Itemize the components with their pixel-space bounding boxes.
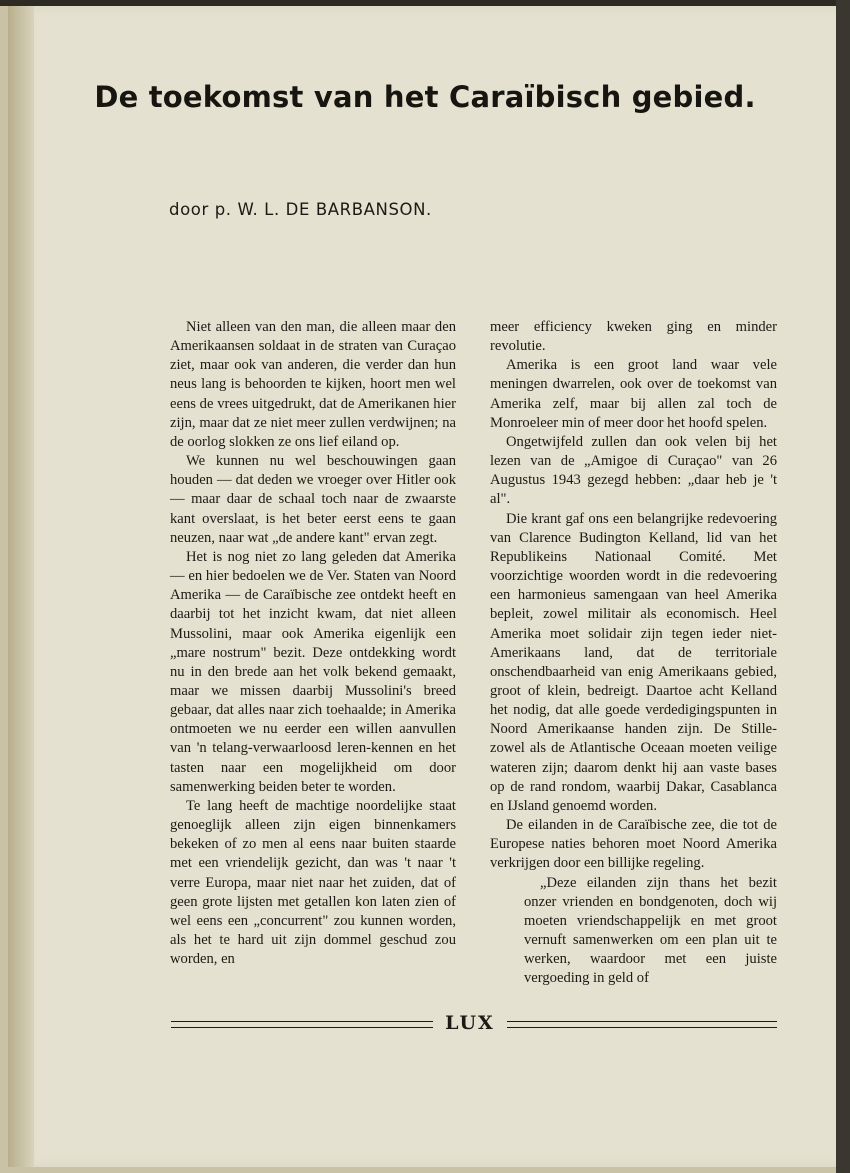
paragraph: Te lang heeft de machtige noordelijke staat genoeglijk alleen zijn eigen binnenkamers bekeken of zo men al eens naar buiten staarde met een vriendelijk gezicht, dan was 't naar 't verre Europa, maar niet naar het zuiden, dat of geen grote lijsten met getallen kon laten zien of wel eens een „concurrent" zou kunnen worden, als het te hard uit zijn dommel geschud zou worden, en	[170, 797, 456, 968]
paragraph: De eilanden in de Caraïbische zee, die tot de Europese naties behoren moet Noord Amerika verkrijgen door een billijke regeling.	[490, 817, 777, 872]
paragraph: Amerika is een groot land waar vele meningen dwarrelen, ook over de toekomst van Amerika zelf, maar bij allen zal toch de Monroeleer min of meer door het hoofd spelen.	[490, 357, 777, 431]
left-column	[170, 318, 456, 969]
footer-rule-left	[171, 1021, 433, 1028]
paragraph: Het is nog niet zo lang geleden dat Amerika — en hier bedoelen we de Ver. Staten van Noord Amerika — de Caraïbische zee ontdekt heeft en daarbij tot het inzicht kwam, dat niet alleen Mussolini, maar ook Amerika eigenlijk een „mare nostrum" bezit. Deze ontdekking wordt nu in den brede aan het volk bekend gemaakt, maar we missen daarbij Mussolini's breed gebaar, dat alles naar zich toehaalde; in Amerika ontmoeten we nu eerder een willen aanvullen van 'n telang-verwaarloosd leren-kennen en het tasten naar een mogelijkheid om door samenwerking beiden beter te worden.	[170, 548, 456, 795]
page-binding-shadow	[8, 6, 34, 1167]
paragraph: We kunnen nu wel beschouwingen gaan houden — dat deden we vroeger over Hitler ook — maar daar de schaal toch naar de zwaarste kant overslaat, is het beter eerst eens te gaan neuzen, naar wat „de andere kant" ervan zegt.	[170, 453, 456, 546]
quote-block: „Deze eilanden zijn thans het bezit onzer vrienden en bondgenoten, doch wij moeten vriendschappelijk en met groot vernuft samenwerken om een plan uit te werken, waardoor met een juiste vergoeding in geld of	[524, 874, 777, 987]
footer-rule-right	[507, 1021, 777, 1028]
paragraph: Niet alleen van den man, die alleen maar den Amerikaansen soldaat in de straten van Curaçao ziet, maar ook van anderen, die verder dan hun neus lang is behoorden te kijken, hoort men wel eens de vrees uitgedrukt, dat de Amerikanen hier zijn, maar dat ze niet meer zullen verdwijnen; na de oorlog slokken ze ons lief eiland op.	[170, 319, 456, 450]
paragraph: Die krant gaf ons een belangrijke redevoering van Clarence Budington Kelland, lid van het Republikeins Nationaal Comité. Met voorzichtige woorden wordt in die redevoering een harmonieus samengaan van heel Amerika bepleit, zowel militair als economisch. Heel Amerika moet solidair zijn tegen ieder niet-Amerikaans land, dat de territoriale onschendbaarheid van enig Amerikaans gebied, groot of klein, bedreigt. Daartoe acht Kelland het nodig, dat alle goede verdedigingspunten in Noord Amerikaanse handen zijn. De Stille- zowel als de Atlantische Oceaan moeten veilige wateren zijn; daarom denkt hij aan vaste bases op de rand rondom, waarbij Dakar, Casablanca en IJsland genoemd worden.	[490, 510, 777, 814]
page-footer	[171, 1013, 777, 1037]
right-column	[490, 318, 777, 988]
lux-logo: LUX	[445, 1012, 495, 1034]
paragraph-continuation: meer efficiency kweken ging en minder revolutie.	[490, 319, 777, 355]
article-title: De toekomst van het Caraïbisch gebied.	[94, 80, 756, 114]
article-byline: door p. W. L. DE BARBANSON.	[169, 200, 432, 219]
paragraph: Ongetwijfeld zullen dan ook velen bij het lezen van de „Amigoe di Curaçao" van 26 Augustus 1943 gezegd hebben: „daar heb je 't al".	[490, 433, 777, 508]
scan-edge-right	[836, 0, 850, 1173]
